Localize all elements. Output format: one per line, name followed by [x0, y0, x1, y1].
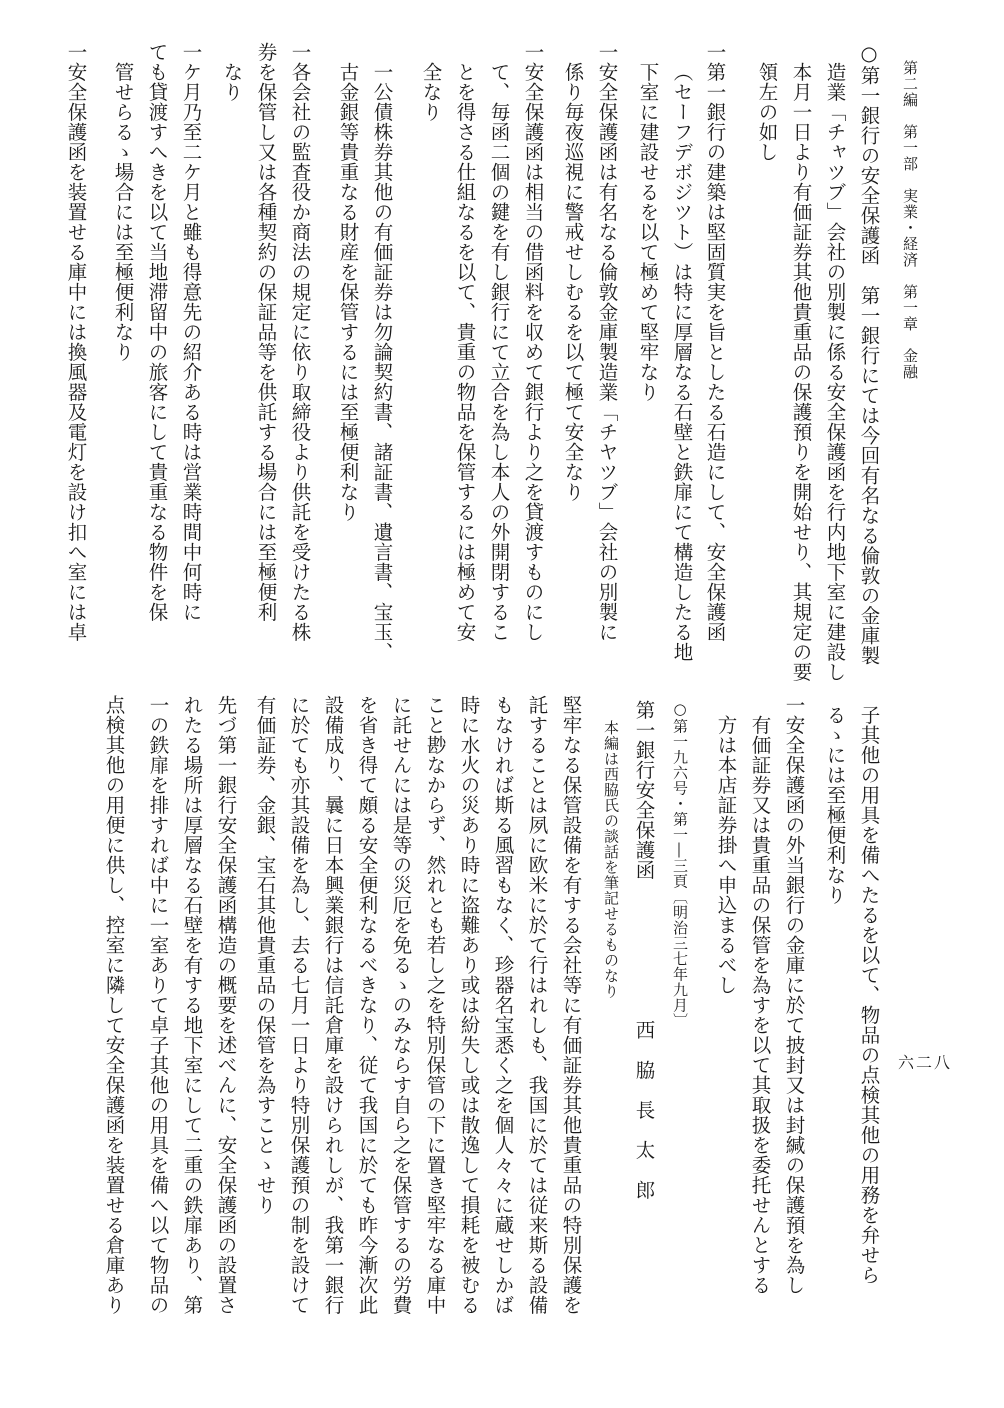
lower-column: れたる場所は厚層なる石壁を有する地下室にして二重の鉄扉あり、第 — [180, 695, 204, 1315]
lower-column: 点検其他の用便に供し、控室に隣して安全保護函を装置せる倉庫あり — [102, 695, 126, 1315]
upper-column: て、毎函二個の鍵を有し銀行にて立合を為し本人の外開閉するこ — [487, 62, 511, 642]
lower-column: もなければ斯る風習もなく、珍器名宝悉く之を個人々々に蔵せしかば — [491, 695, 515, 1315]
lower-column: 一安全保護函の外当銀行の金庫に於て披封又は封緘の保護預を為し — [782, 695, 806, 1295]
lower-column: に於ても亦其設備を為し、去る七月一日より特別保護預の制を設けて — [287, 695, 311, 1315]
upper-column: 一安全保護函は有名なる倫敦金庫製造業「チヤツブ」会社の別製に — [595, 42, 619, 642]
lower-column: 第一銀行安全保護函 西 脇 長 太 郎 — [632, 700, 656, 1200]
upper-column: 一公債株券其他の有価証券は勿論契約書、諸証書、遺言書、宝玉、 — [370, 62, 394, 662]
page-number: 六二八 — [898, 1053, 953, 1072]
upper-column: 管せらるゝ場合には至極便利なり — [111, 62, 135, 362]
upper-column: 全なり — [419, 62, 443, 122]
lower-column: 時に水火の災あり時に盗難あり或は紛失し或は散逸して損耗を被むる — [457, 695, 481, 1315]
upper-column: 造業「チャツブ」会社の別製に係る安全保護函を行内地下室に建設し — [823, 62, 847, 682]
lower-column: こと尠なからず、然れとも若し之を特別保管の下に置き堅牢なる庫中 — [423, 695, 447, 1315]
upper-column: ○第一銀行の安全保護函 第一銀行にては今回有名なる倫敦の金庫製 — [857, 42, 881, 666]
upper-column: 係り毎夜巡視に警戒せしむるを以て極て安全なり — [561, 62, 585, 502]
lower-column: 堅牢なる保管設備を有する会社等に有価証券其他貴重品の特別保護を — [559, 695, 583, 1315]
upper-column: 領左の如し — [755, 62, 779, 162]
upper-column: （セーフデボジツト）は特に厚層なる石壁と鉄扉にて構造したる地 — [670, 62, 694, 662]
lower-column: るゝには至極便利なり — [823, 705, 847, 905]
upper-column: 一各会社の監査役か商法の規定に依り取締役より供託を受けたる株 — [288, 42, 312, 642]
lower-column: ○第一九六号・第一―三頁〔明治三七年九月〕 — [671, 700, 689, 1029]
running-head: 第二編 第一部 実業・経済 第一章 金融 — [901, 60, 919, 380]
upper-column: ても貸渡すへきを以て当地滞留中の旅客にして貴重なる物件を保 — [145, 42, 169, 622]
upper-column: 一ケ月乃至二ケ月と雖も得意先の紹介ある時は営業時間中何時に — [179, 42, 203, 622]
upper-column: 一安全保護函は相当の借函料を収めて銀行より之を貸渡すものにし — [521, 42, 545, 642]
lower-column: 本編は西脇氏の談話を筆記せるものなり — [602, 720, 620, 999]
upper-column: なり — [220, 62, 244, 102]
lower-column: 一の鉄扉を排すれば中に一室ありて卓子其他の用具を備へ以て物品の — [146, 695, 170, 1315]
lower-column: 先づ第一銀行安全保護函構造の概要を述べんに、安全保護函の設置さ — [214, 695, 238, 1315]
lower-column: 託することは夙に欧米に於て行はれしも、我国に於ては従来斯る設備 — [525, 695, 549, 1315]
upper-column: 下室に建設せるを以て極めて堅牢なり — [636, 62, 660, 402]
upper-column: 一第一銀行の建築は堅固質実を旨としたる石造にして、安全保護函 — [703, 42, 727, 642]
lower-column: 子其他の用具を備へたるを以て、物品の点検其他の用務を弁せら — [857, 705, 881, 1285]
lower-column: に託せんには是等の災厄を免るゝのみならす自ら之を保管するの労費 — [389, 695, 413, 1315]
lower-column: 有価証券、金銀、宝石其他貴重品の保管を為すことゝせり — [253, 695, 277, 1215]
lower-column: を省き得て頗る安全便利なるべきなり、従て我国に於ても昨今漸次此 — [355, 695, 379, 1315]
lower-column: 設備成り、曩に日本興業銀行は信託倉庫を設けられしが、我第一銀行 — [321, 695, 345, 1315]
lower-column: 有価証券又は貴重品の保管を為すを以て其取扱を委托せんとする — [748, 715, 772, 1295]
lower-column: 方は本店証券掛へ申込まるべし — [714, 715, 738, 995]
upper-column: とを得さる仕組なるを以て、貴重の物品を保管するには極めて安 — [453, 62, 477, 642]
upper-column: 古金銀等貴重なる財産を保管するには至極便利なり — [336, 62, 360, 522]
upper-column: 券を保管し又は各種契約の保証品等を供託する場合には至極便利 — [254, 42, 278, 622]
upper-column: 本月一日より有価証券其他貴重品の保護預りを開始せり、其規定の要 — [789, 62, 813, 682]
upper-column: 一安全保護函を装置せる庫中には換風器及電灯を設け扣へ室には卓 — [64, 42, 88, 642]
